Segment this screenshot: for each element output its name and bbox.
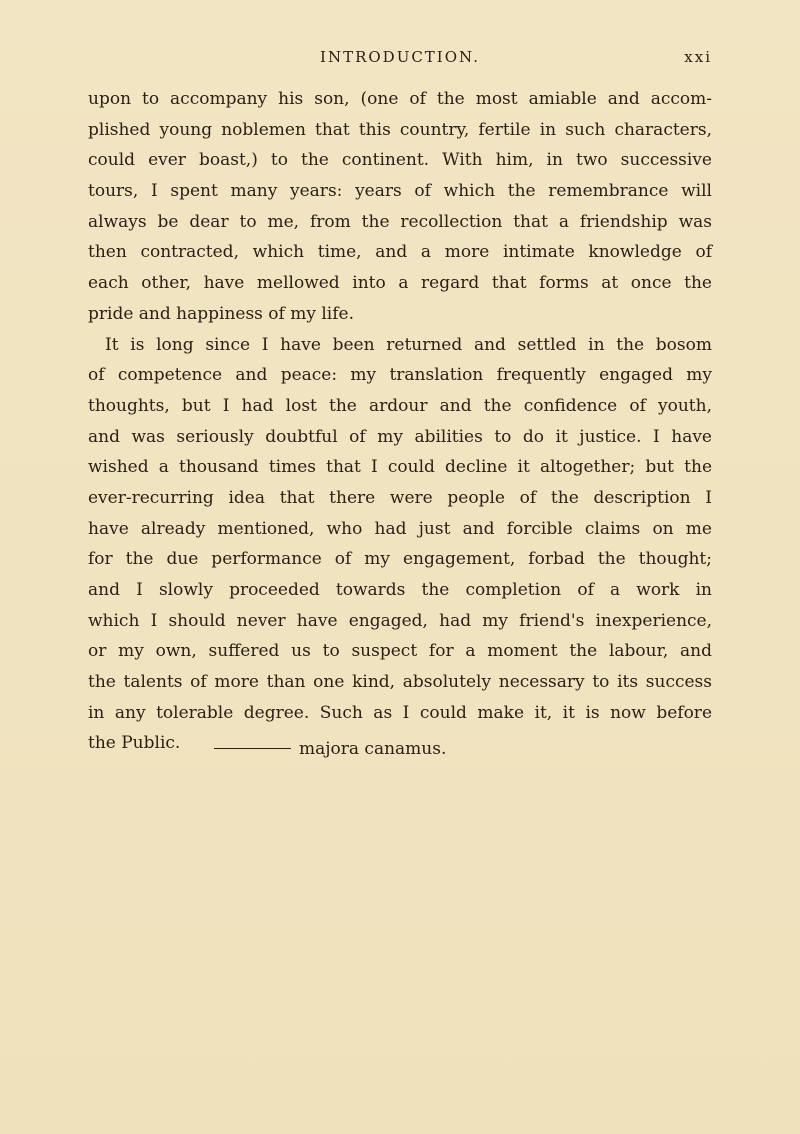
text-line: the Public. [88,733,181,754]
running-title: INTRODUCTION. [320,48,480,66]
text-line: thoughts, but I had lost the ardour and the confidence of youth, [88,395,712,416]
text-line: ever-recurring idea that there were people of the description I [88,487,712,508]
text-line: tours, I spent many years: years of which the remembrance will [88,181,712,202]
text-line: always be dear to me, from the recollection that a friendship was [88,211,712,232]
body-text [88,84,712,759]
text-line: for the due performance of my engagement, forbad the thought; [88,549,712,570]
text-line: plished young noblemen that this country, fertile in such characters, [88,119,712,140]
running-head [88,46,712,72]
text-line: upon to accompany his son, (one of the most amiable and accom- [88,89,712,109]
text-line: wished a thousand times that I could decline it altogether; but the [88,457,712,478]
paragraph-1 [88,84,712,330]
closing-quotation [214,734,446,764]
text-line: in any tolerable degree. Such as I could make it, it is now before [88,702,712,723]
text-line: the talents of more than one kind, absolutely necessary to its success [88,672,712,693]
text-line: pride and happiness of my life. [88,303,354,324]
text-line: each other, have mellowed into a regard that forms at once the [88,273,712,294]
text-line: It is long since I have been returned and settled in the bosom [105,334,712,355]
dash-rule [214,748,291,749]
text-line: could ever boast,) to the continent. With him, in two successive [88,150,712,171]
text-line: of competence and peace: my translation frequently engaged my [88,365,712,386]
paragraph-2 [88,330,712,760]
closing-quote-text: majora canamus. [299,739,447,759]
text-line: and I slowly proceeded towards the completion of a work in [88,580,712,600]
text-line: then contracted, which time, and a more intimate knowledge of [88,242,712,263]
text-line: and was seriously doubtful of my abilities to do it justice. I have [88,426,712,447]
text-line: which I should never have engaged, had my friend's inexperience, [88,610,712,631]
text-line: have already mentioned, who had just and forcible claims on me [88,518,712,539]
text-line: or my own, suffered us to suspect for a moment the labour, and [88,641,712,662]
page-number: xxi [684,48,712,66]
